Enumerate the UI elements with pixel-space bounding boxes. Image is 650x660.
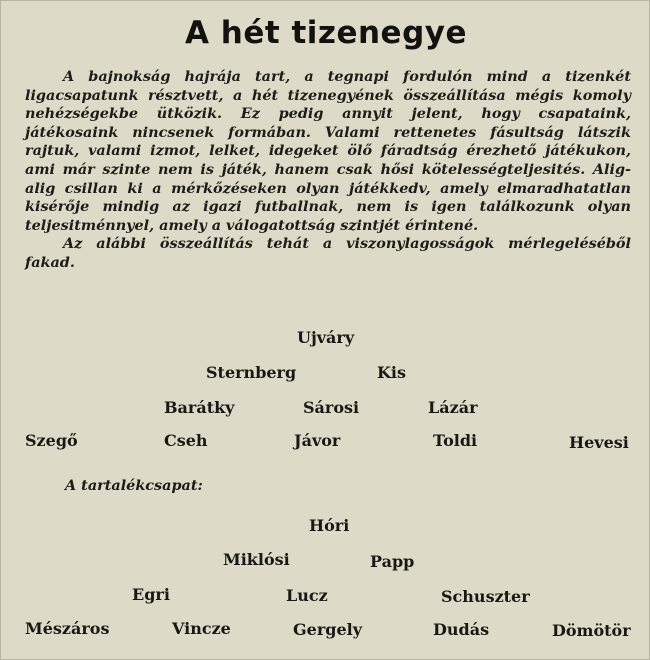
article-paragraph: A bajnokság hajrája tart, a tegnapi fordulón mind a tizenkét ligacsapatunk résztvett, a hét tizenegyének összeállítása mégis komoly nehézségekbe ütközik. Ez pedig annyit jelent, hogy csapataink, játékosaink nincsenek formában. Valami rettenetes fásultság látszik rajtuk, valami izmot, lelket, idegeket ölő fáradtság érezhető játékukon, ami már szinte nem is játék, hanem csak hősi kötelességteljesités. Alig-alig csillan ki a mérkőzéseken olyan játékkedv, amely elmaradhatatlan kisérője mindig az igazi futballnak, nem is igen találkozunk olyan teljesitménnyel, amely a válogatottság szintjét érintené. xyxy=(25,68,631,234)
player-forward: Szegő xyxy=(25,431,78,450)
article-title: A hét tizenegye xyxy=(184,15,468,51)
reserve-forward: Dömötör xyxy=(552,621,631,640)
player-half: Sárosi xyxy=(303,398,360,417)
reserve-back: Miklósi xyxy=(223,550,290,569)
player-back: Kis xyxy=(377,363,406,382)
reserve-forward: Mészáros xyxy=(25,619,110,638)
reserve-team-label: A tartalékcsapat: xyxy=(65,477,203,494)
player-goalkeeper: Ujváry xyxy=(297,328,355,347)
player-forward: Jávor xyxy=(294,431,341,450)
player-half: Lázár xyxy=(428,398,478,417)
player-back: Sternberg xyxy=(206,363,297,382)
reserve-half: Schuszter xyxy=(441,587,530,606)
article-paragraph: Az alábbi összeállítás tehát a viszonylagosságok mérlegeléséből fakad. xyxy=(25,235,631,271)
reserve-forward: Gergely xyxy=(293,620,363,639)
article-body xyxy=(25,68,631,273)
player-forward: Hevesi xyxy=(569,433,629,452)
reserve-goalkeeper: Hóri xyxy=(309,516,350,535)
reserve-half: Lucz xyxy=(286,586,328,605)
reserve-forward: Vincze xyxy=(172,619,231,638)
reserve-back: Papp xyxy=(370,552,415,571)
reserve-forward: Dudás xyxy=(433,620,490,639)
player-forward: Toldi xyxy=(433,431,478,450)
player-half: Barátky xyxy=(164,398,235,417)
player-forward: Cseh xyxy=(164,431,208,450)
reserve-half: Egri xyxy=(132,585,170,604)
